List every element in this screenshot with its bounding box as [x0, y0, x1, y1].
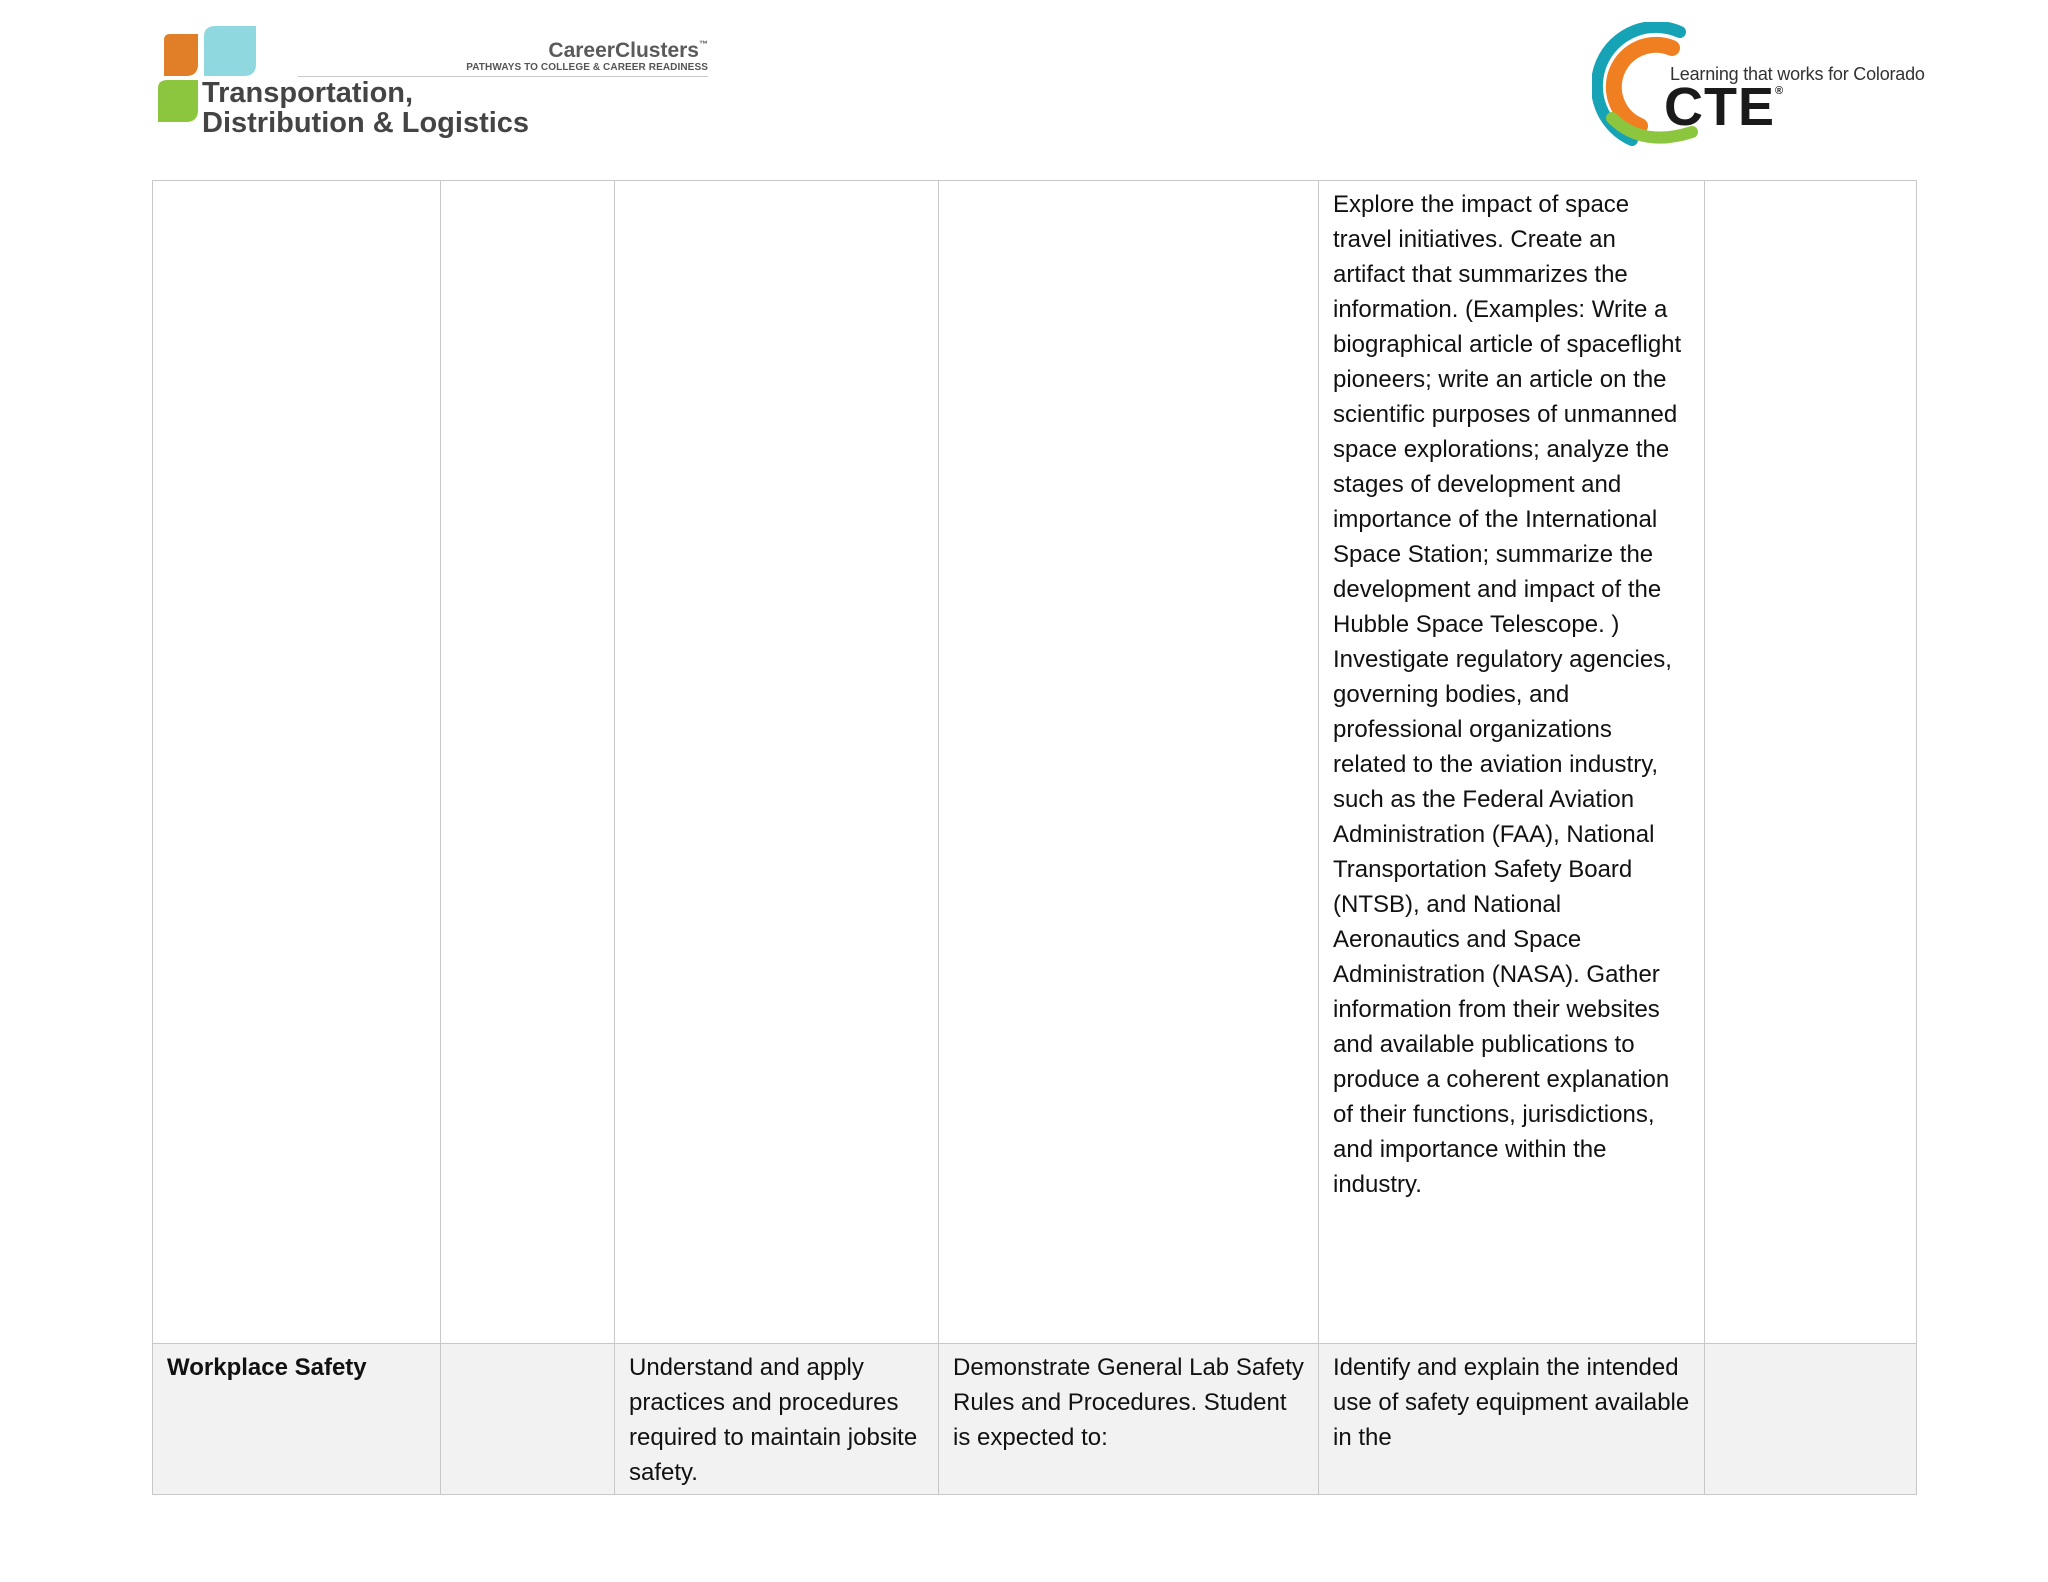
topic-cell	[153, 1344, 441, 1495]
activity-text: Explore the impact of space travel initiatives. Create an artifact that summarizes the information. (Examples: Write a biographical article of spaceflight pioneers; write an article on the scientific purposes of unmanned space explorations; analyze the stages of development and importance of the International Space Station; summarize the development and impact of the Hubble Space Telescope. )	[1333, 191, 1682, 638]
curriculum-table	[152, 180, 1917, 1495]
career-clusters-tagline: PATHWAYS TO COLLEGE & CAREER READINESS	[466, 62, 708, 73]
standard-cell: Understand and apply practices and procedures required to maintain jobsite safety.	[615, 1344, 939, 1495]
standard-cell	[615, 181, 939, 1344]
cte-tagline: Learning that works for Colorado	[1670, 64, 1925, 84]
career-clusters-logo	[158, 24, 708, 146]
cluster-title	[202, 78, 529, 138]
code-cell	[441, 181, 615, 1344]
notes-cell	[1705, 1344, 1917, 1495]
cluster-title-line2: Distribution & Logistics	[202, 107, 530, 139]
table-row	[153, 1344, 1917, 1495]
activity-cell	[1319, 181, 1705, 1344]
table-row	[153, 181, 1917, 1344]
code-cell	[441, 1344, 615, 1495]
cte-logo	[1592, 22, 1925, 148]
objective-cell: Demonstrate General Lab Safety Rules and Procedures. Student is expected to:	[939, 1344, 1319, 1495]
notes-cell	[1705, 181, 1917, 1344]
topic-cell	[153, 181, 441, 1344]
topic-heading: Workplace Safety	[167, 1354, 367, 1381]
activity-text: Investigate regulatory agencies, governing bodies, and professional organizations related to the aviation industry, such as the Federal Aviation Administration (FAA), National Transportation Safety Board (NTSB), and National Aeronautics and Space Administration (NASA). Gather information from their websites and available publications to produce a coherent explanation of their functions, jurisdictions, and importance within the industry.	[1333, 646, 1672, 1198]
cte-wordmark: CTE®	[1664, 77, 1785, 137]
objective-cell	[939, 181, 1319, 1344]
cluster-title-line1: Transportation,	[202, 77, 414, 109]
career-clusters-brand: CareerClusters™	[548, 39, 708, 62]
activity-cell: Identify and explain the intended use of safety equipment available in the	[1319, 1344, 1705, 1495]
